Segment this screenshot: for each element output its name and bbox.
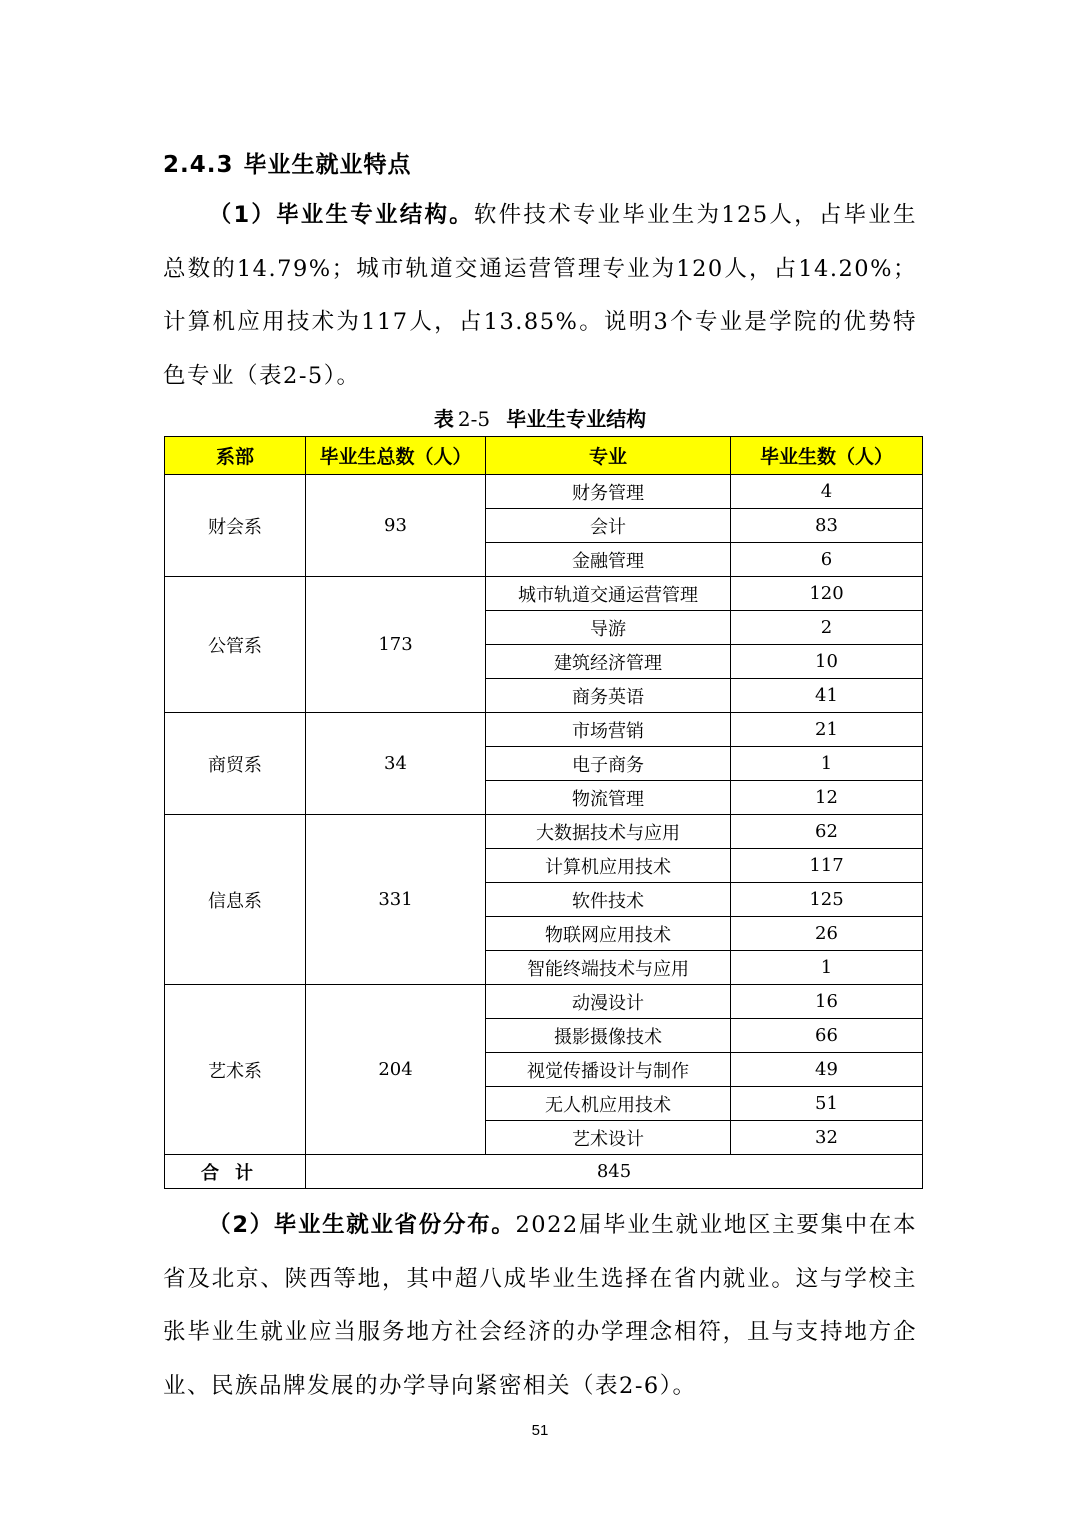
paragraph-lead: （2）毕业生就业省份分布。 [208, 1212, 516, 1238]
department-cell: 公管系 [165, 577, 306, 713]
department-cell: 财会系 [165, 475, 306, 577]
major-cell: 软件技术 [486, 883, 731, 917]
department-total-cell: 34 [306, 713, 486, 815]
header-count: 毕业生数（人） [731, 437, 923, 475]
table-row [165, 475, 923, 509]
major-cell: 财务管理 [486, 475, 731, 509]
major-count-cell: 83 [731, 509, 923, 543]
major-cell: 物流管理 [486, 781, 731, 815]
major-cell: 电子商务 [486, 747, 731, 781]
major-cell: 市场营销 [486, 713, 731, 747]
table-row [165, 985, 923, 1019]
major-structure-table [164, 436, 923, 1189]
major-count-cell: 1 [731, 951, 923, 985]
page-number: 51 [531, 1422, 549, 1439]
header-major: 专业 [486, 437, 731, 475]
table-total-row [165, 1155, 923, 1189]
caption-prefix: 表 [433, 407, 454, 431]
paragraph-lead: （1）毕业生专业结构。 [208, 202, 474, 228]
header-department: 系部 [165, 437, 306, 475]
table-header-row [165, 437, 923, 475]
department-cell: 艺术系 [165, 985, 306, 1155]
table-row [165, 577, 923, 611]
paragraph-body: 2022届毕业生就业地区主要集中在本省及北京、陕西等地，其中超八成毕业生选择在省内就业。这与学校主张毕业生就业应当服务地方社会经济的办学理念相符，且与支持地方企业、民族品牌发展的办学导向紧密相关（表2-6）。 [163, 1212, 918, 1399]
department-cell: 信息系 [165, 815, 306, 985]
major-count-cell: 66 [731, 1019, 923, 1053]
total-label: 合计 [165, 1155, 306, 1189]
major-cell: 物联网应用技术 [486, 917, 731, 951]
major-count-cell: 2 [731, 611, 923, 645]
table-row [165, 713, 923, 747]
major-count-cell: 41 [731, 679, 923, 713]
major-count-cell: 4 [731, 475, 923, 509]
department-total-cell: 204 [306, 985, 486, 1155]
major-cell: 大数据技术与应用 [486, 815, 731, 849]
major-count-cell: 62 [731, 815, 923, 849]
major-count-cell: 21 [731, 713, 923, 747]
major-cell: 艺术设计 [486, 1121, 731, 1155]
major-count-cell: 120 [731, 577, 923, 611]
paragraph-province-distribution [163, 1199, 917, 1413]
major-cell: 视觉传播设计与制作 [486, 1053, 731, 1087]
major-cell: 智能终端技术与应用 [486, 951, 731, 985]
major-count-cell: 32 [731, 1121, 923, 1155]
major-count-cell: 51 [731, 1087, 923, 1121]
section-number: 2.4.3 [163, 152, 234, 178]
major-count-cell: 6 [731, 543, 923, 577]
major-cell: 城市轨道交通运营管理 [486, 577, 731, 611]
major-cell: 导游 [486, 611, 731, 645]
table-body [165, 475, 923, 1189]
major-count-cell: 125 [731, 883, 923, 917]
header-total: 毕业生总数（人） [306, 437, 486, 475]
department-cell: 商贸系 [165, 713, 306, 815]
major-cell: 摄影摄像技术 [486, 1019, 731, 1053]
paragraph-major-structure [163, 189, 917, 403]
major-count-cell: 1 [731, 747, 923, 781]
department-total-cell: 93 [306, 475, 486, 577]
major-cell: 动漫设计 [486, 985, 731, 1019]
table-row [165, 815, 923, 849]
section-heading [163, 146, 412, 179]
caption-title: 毕业生专业结构 [506, 407, 647, 431]
table-caption [0, 403, 1080, 432]
section-title: 毕业生就业特点 [243, 152, 412, 178]
major-cell: 计算机应用技术 [486, 849, 731, 883]
caption-number: 2-5 [457, 407, 491, 431]
major-count-cell: 16 [731, 985, 923, 1019]
paragraph-body: 软件技术专业毕业生为125人，占毕业生总数的14.79%；城市轨道交通运营管理专业为120人，占14.20%；计算机应用技术为117人，占13.85%。说明3个专业是学院的优势特色专业（表2-5）。 [163, 202, 918, 389]
major-cell: 会计 [486, 509, 731, 543]
department-total-cell: 331 [306, 815, 486, 985]
major-cell: 无人机应用技术 [486, 1087, 731, 1121]
major-count-cell: 10 [731, 645, 923, 679]
department-total-cell: 173 [306, 577, 486, 713]
major-count-cell: 26 [731, 917, 923, 951]
total-value: 845 [306, 1155, 923, 1189]
major-cell: 金融管理 [486, 543, 731, 577]
major-count-cell: 49 [731, 1053, 923, 1087]
major-cell: 商务英语 [486, 679, 731, 713]
major-count-cell: 117 [731, 849, 923, 883]
major-cell: 建筑经济管理 [486, 645, 731, 679]
major-count-cell: 12 [731, 781, 923, 815]
